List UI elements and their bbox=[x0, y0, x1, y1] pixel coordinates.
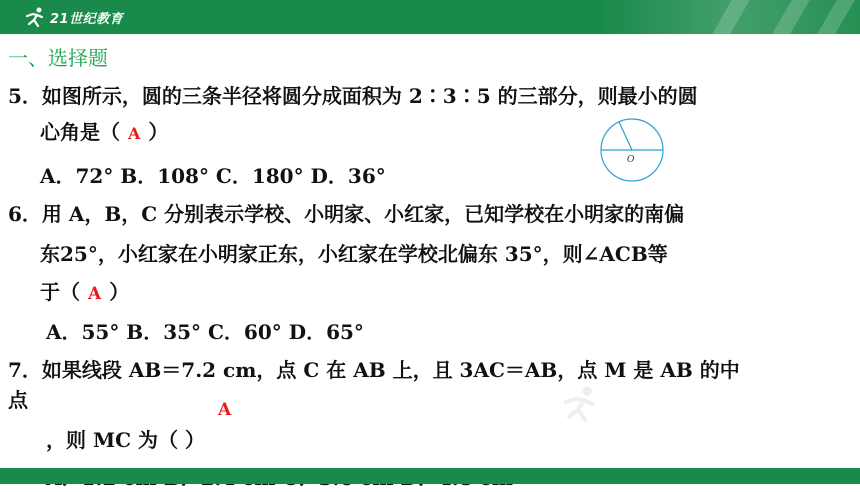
q6-prefix: 于（ bbox=[40, 280, 80, 304]
figure-label-o: O bbox=[627, 155, 635, 165]
q6-line3 bbox=[40, 278, 129, 308]
q7-answer: A bbox=[218, 400, 232, 420]
section-title: 一、选择题 bbox=[8, 46, 108, 70]
q5-prefix: 心角是（ bbox=[40, 120, 120, 144]
watermark bbox=[560, 382, 830, 438]
q5-options: A．72° B．108° C．180° D．36° bbox=[40, 164, 386, 188]
q6-line2: 东25°，小红家在小明家正东，小红家在学校北偏东 35°，则∠ACB等 bbox=[40, 242, 668, 266]
logo-text: 21世纪教育 bbox=[50, 11, 124, 27]
watermark-runner-icon bbox=[560, 384, 600, 424]
q6-answer: A bbox=[88, 284, 102, 304]
circle-figure bbox=[596, 118, 668, 182]
runner-logo-icon bbox=[24, 6, 46, 28]
q5-suffix: ） bbox=[148, 120, 169, 144]
header-bar bbox=[0, 0, 860, 34]
footer-bar bbox=[0, 468, 860, 484]
q6-suffix: ） bbox=[109, 280, 130, 304]
q5-line1: 5．如图所示，圆的三条半径将圆分成面积为 2∶3∶5 的三部分，则最小的圆 bbox=[8, 84, 698, 108]
q6-options: A．55° B．35° C．60° D．65° bbox=[46, 320, 364, 344]
q7-line3: ，则 MC 为（ ） bbox=[46, 428, 205, 452]
brand-logo bbox=[24, 6, 123, 28]
q5-line2 bbox=[40, 118, 168, 148]
q5-answer: A bbox=[128, 124, 141, 143]
q6-line1: 6．用 A，B，C 分别表示学校、小明家、小红家，已知学校在小明家的南偏 bbox=[8, 202, 685, 226]
q7-line2: 点 bbox=[8, 388, 28, 412]
q7-line1: 7．如果线段 AB＝7.2 cm，点 C 在 AB 上，且 3AC＝AB，点 M 是 AB 的中 bbox=[8, 358, 740, 382]
